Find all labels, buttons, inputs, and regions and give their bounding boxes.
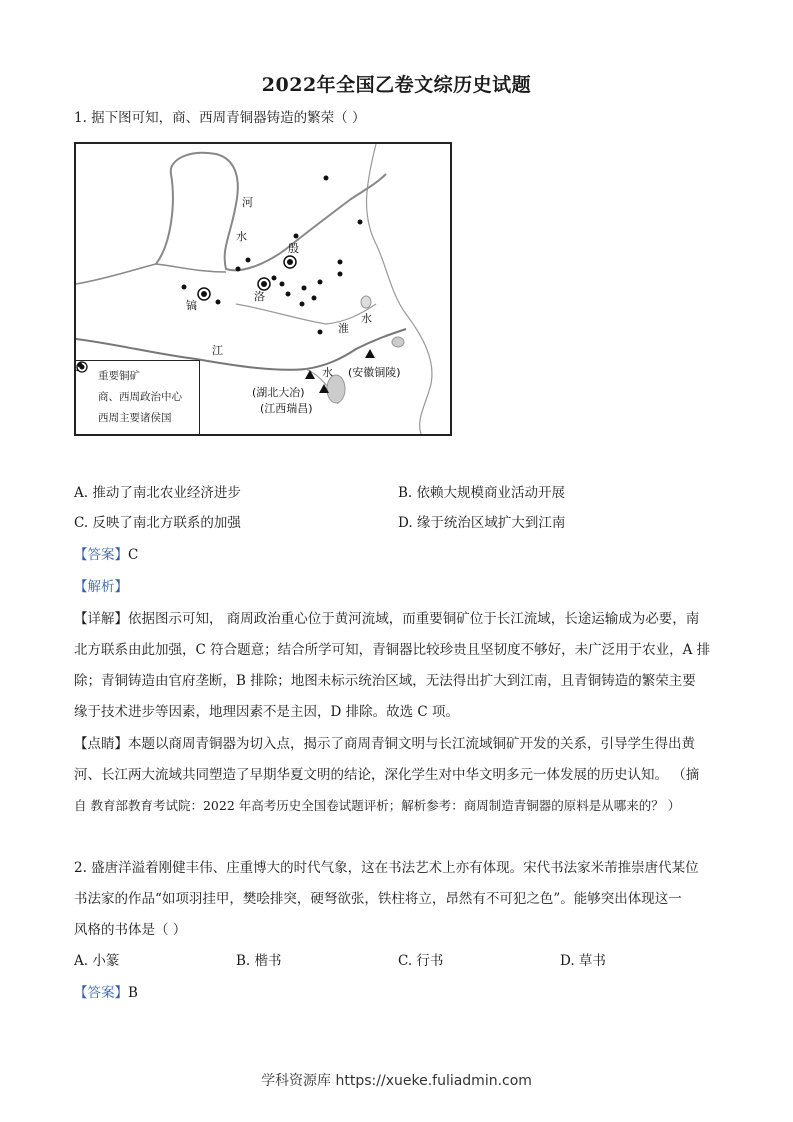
lake-tai (392, 337, 404, 347)
legend-row-state (80, 407, 195, 428)
detail-line-2: 北方联系由此加强，C 符合题意；结合所学可知，青铜器比较珍贵且坚韧度不够好，未广泛用于农业，A 排 (74, 642, 711, 658)
q2-stem-line-1: 2. 盛唐洋溢着刚健丰伟、庄重博大的时代气象，这在书法艺术上亦有体现。宋代书法家米芾推崇唐代某位 (74, 860, 699, 876)
coastline (367, 144, 432, 434)
yellow-river (156, 153, 386, 271)
center-hao (198, 288, 210, 300)
label-jiang-shui: 水 (322, 366, 333, 379)
label-he: 河 (242, 196, 253, 209)
legend-row-mine (80, 365, 195, 386)
label-luo: 洛 (254, 290, 265, 303)
q2-answer (74, 983, 138, 1003)
lake-hongze (361, 296, 371, 308)
detail-line-3: 除；青铜铸造由官府垄断，B 排除；地图未标示统治区域，无法得出扩大到江南，且青铜铸造的繁荣主要 (74, 673, 696, 689)
analysis-label: 【解析】 (74, 579, 128, 595)
detail-line-4: 缘于技术进步等因素，地理因素不是主因，D 排除。故选 C 项。 (74, 704, 460, 720)
label-jiang: 江 (212, 344, 223, 357)
q2-option-c: C. 行书 (398, 953, 444, 969)
label-hubei: (湖北大冶) (252, 386, 305, 399)
q1-stem: 1. 据下图可知，商、西周青铜器铸造的繁荣（ ） (74, 110, 366, 126)
vassal-states (182, 176, 363, 335)
q2-answer-value: B (128, 985, 138, 1001)
q2-option-d: D. 草书 (560, 953, 606, 969)
label-jiangxi: (江西瑞昌) (260, 402, 313, 415)
q1-option-a: A. 推动了南北农业经济进步 (74, 485, 241, 501)
answer-value: C (128, 547, 139, 563)
legend-state-label: 西周主要诸侯国 (98, 412, 172, 424)
q2-stem-line-2: 书法家的作品“如项羽挂甲，樊哙排突，硬弩欲张，铁柱将立，昂然有不可犯之色”。能够突出体现这一 (74, 891, 682, 907)
legend-row-center (80, 386, 195, 407)
q1-map (74, 142, 452, 436)
center-luo (258, 278, 270, 290)
point-line-2: 河、长江两大流域共同塑造了早期华夏文明的结论，深化学生对中华文明多元一体发展的历史认知。 （摘 (74, 767, 700, 783)
detail-label: 【详解】 (74, 611, 128, 627)
label-yin: 殷 (288, 242, 299, 255)
q2-answer-label: 【答案】 (74, 985, 128, 1001)
legend-mine-label: 重要铜矿 (98, 370, 140, 382)
detail-text: 依据图示可知， 商周政治重心位于黄河流域，而重要铜矿位于长江流域，长途运输成为必要，南 (128, 611, 700, 627)
q2-option-a: A. 小篆 (74, 953, 120, 969)
point-label: 【点睛】 (74, 736, 128, 752)
label-he-shui: 水 (236, 230, 247, 243)
label-hao: 镐 (186, 299, 197, 312)
center-yin (284, 256, 296, 268)
label-huai: 淮 (338, 322, 349, 335)
point-line-1 (74, 734, 695, 754)
page-title: 2022年全国乙卷文综历史试题 (261, 74, 532, 96)
wei-river (76, 264, 226, 284)
label-huai-shui: 水 (361, 312, 372, 325)
map-legend (76, 360, 200, 434)
huai-river (236, 304, 376, 324)
lake-poyang (327, 375, 345, 403)
q1-option-b: B. 依赖大规模商业活动开展 (398, 485, 566, 501)
detail-line-1 (74, 609, 699, 629)
point-line-3: 自 教育部教育考试院：2022 年高考历史全国卷试题评析；解析参考：商周制造青铜器的原料是从哪来的？ ） (74, 798, 681, 813)
answer-label: 【答案】 (74, 547, 128, 563)
footer-watermark: 学科资源库 https://xueke.fuliadmin.com (261, 1073, 532, 1089)
q1-option-d: D. 缘于统治区域扩大到江南 (398, 515, 566, 531)
q2-option-b: B. 楷书 (236, 953, 282, 969)
q2-stem-line-3: 风格的书体是（ ） (74, 922, 187, 938)
legend-center-label: 商、西周政治中心 (98, 391, 182, 403)
q1-answer (74, 545, 138, 565)
point-text: 本题以商周青铜器为切入点，揭示了商周青铜文明与长江流域铜矿开发的关系，引导学生得出黄 (128, 736, 695, 752)
q1-option-c: C. 反映了南北方联系的加强 (74, 515, 241, 531)
label-anhui: (安徽铜陵) (348, 366, 401, 379)
